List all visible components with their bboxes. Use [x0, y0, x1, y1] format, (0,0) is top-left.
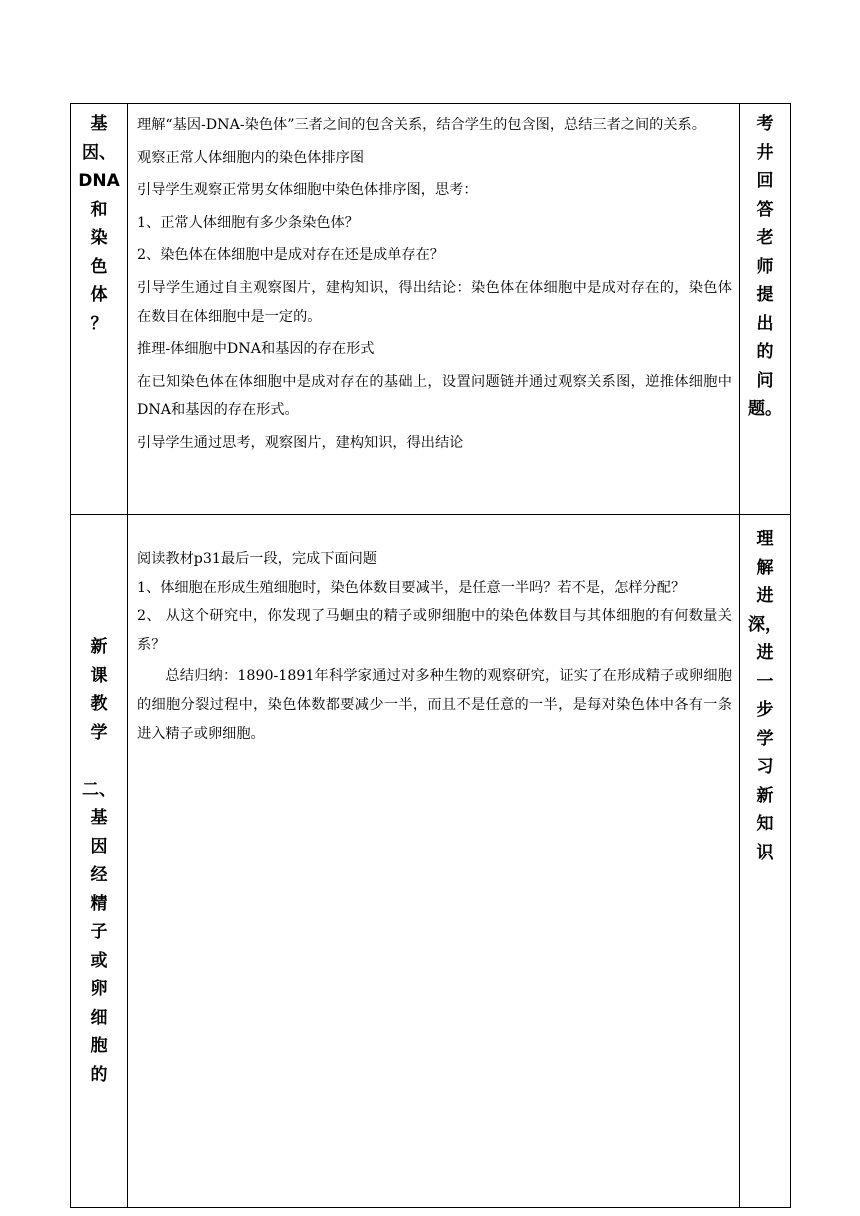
content-paragraph: 1、体细胞在形成生殖细胞时，染色体数目要减半，是任意一半吗？若不是，怎样分配？ [137, 579, 686, 596]
content-paragraph: 引导学生通过思考，观察图片，建构知识，得出结论 [137, 434, 464, 451]
teaching-content-cell [128, 104, 740, 515]
content-paragraph: 引导学生观察正常男女体细胞中染色体排序图，思考： [137, 182, 478, 199]
content-paragraph: 2、染色体在体细胞中是成对存在还是成单存在？ [137, 247, 444, 264]
section-title-cell: 基 因、 DNA 和 染 色 体 ？ [71, 104, 128, 515]
student-activity-cell: 考 井 回 答 老 师 提 出 的 问 题。 [740, 104, 791, 515]
content-paragraph: 2、 从这个研究中，你发现了马蛔虫的精子或卵细胞中的染色体数目与其体细胞的有何数量关系？ [137, 608, 732, 653]
content-paragraph: 观察正常人体细胞内的染色体排序图 [137, 149, 365, 166]
content-paragraph: 推理-体细胞中DNA和基因的存在形式 [137, 341, 375, 358]
table-row [71, 515, 791, 1208]
student-activity-cell: 理 解 进 深， 进 一 步 学 习 新 知 识 [740, 515, 791, 1208]
content-paragraph: 引导学生通过自主观察图片，建构知识，得出结论：染色体在体细胞中是成对存在的，染色体在数目在体细胞中是一定的。 [137, 279, 732, 325]
content-paragraph: 1、正常人体细胞有多少条染色体？ [137, 214, 359, 231]
section-title-cell: 新 课 教 学 二、 基 因 经 精 子 或 卵 细 胞 的 [71, 515, 128, 1208]
lesson-plan-table [70, 103, 791, 1208]
content-paragraph: 阅读教材p31最后一段，完成下面问题 [137, 551, 377, 567]
table-row [71, 104, 791, 515]
content-paragraph: 总结归纳：1890-1891年科学家通过对多种生物的观察研究，证实了在形成精子或卵细胞的细胞分裂过程中，染色体数都要减少一半，而且不是任意的一半，是每对染色体中各有一条进入精子或卵细胞。 [137, 668, 732, 742]
content-paragraph: 在已知染色体在体细胞中是成对存在的基础上，设置问题链并通过观察关系图，逆推体细胞中DNA和基因的存在形式。 [137, 373, 732, 419]
content-paragraph: 理解“基因-DNA-染色体”三者之间的包含关系，结合学生的包含图，总结三者之间的关系。 [137, 117, 706, 133]
teaching-content-cell [128, 515, 740, 1208]
